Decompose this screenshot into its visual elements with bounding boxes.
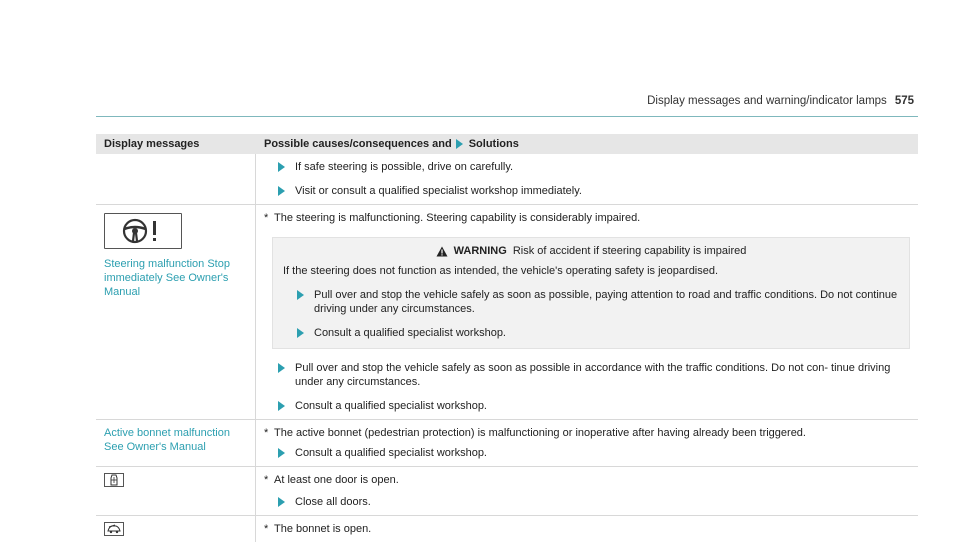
header-rule: [96, 116, 918, 117]
cause-star: *: [264, 212, 269, 224]
row-causes: [256, 205, 918, 419]
table-row: [96, 205, 918, 420]
row-solutions: [256, 154, 918, 204]
row-message-empty: [96, 154, 256, 204]
cause-text: [264, 522, 910, 536]
page-header-title: Display messages and warning/indicator lamps: [647, 95, 887, 107]
step-text: Visit or consult a qualified specialist workshop immediately.: [295, 185, 582, 197]
steering-malfunction-icon: [104, 213, 182, 249]
warning-step: [297, 326, 899, 340]
warning-heading: [283, 244, 899, 258]
page-number: 575: [894, 95, 914, 107]
cause-text: [264, 426, 910, 440]
solution-arrow-icon: [278, 162, 285, 172]
table-row: [96, 467, 918, 516]
warning-label: WARNING: [453, 245, 507, 257]
solution-step: [278, 446, 910, 460]
cause-body: The steering is malfunctioning. Steering capability is considerably impaired.: [274, 212, 641, 224]
cause-star: *: [264, 523, 269, 535]
col-header-causes-label: Possible causes/consequences and: [264, 138, 452, 150]
solution-step: [278, 184, 910, 198]
page-header: [647, 95, 914, 107]
solution-arrow-icon: [278, 448, 285, 458]
solution-arrow-icon: [297, 328, 304, 338]
solution-step: [278, 495, 910, 509]
cause-text: [264, 473, 910, 487]
cause-body: The bonnet is open.: [274, 523, 372, 535]
solution-arrow-icon: [297, 290, 304, 300]
solution-arrow-icon: [278, 497, 285, 507]
cause-body: The active bonnet (pedestrian protection) is malfunctioning or inoperative after having already been triggered.: [274, 427, 806, 439]
row-message: [96, 467, 256, 515]
display-message-text: Active bonnet malfunction See Owner's Manual: [104, 427, 230, 453]
warning-title: Risk of accident if steering capability is impaired: [512, 245, 747, 257]
cause-text: [264, 211, 910, 225]
table-row: [96, 420, 918, 467]
row-causes: [256, 516, 918, 542]
row-message: [96, 420, 256, 466]
step-text: Close all doors.: [295, 496, 371, 508]
col-header-solutions-label: Solutions: [468, 138, 519, 150]
solution-arrow-icon: [456, 139, 463, 149]
warning-box: [272, 237, 910, 349]
row-message: [96, 205, 256, 419]
solution-step: [278, 160, 910, 174]
cause-body: At least one door is open.: [274, 474, 399, 486]
solution-step: [278, 399, 910, 413]
col-header-display-messages: Display messages: [104, 138, 200, 150]
table-row: [96, 516, 918, 542]
cause-star: *: [264, 427, 269, 439]
solution-arrow-icon: [278, 186, 285, 196]
warning-step: [297, 288, 899, 316]
door-open-icon: [104, 473, 124, 487]
warning-text: If the steering does not function as intended, the vehicle's operating safety is jeopardised.: [283, 265, 719, 277]
row-causes: [256, 467, 918, 515]
col-header-causes: [256, 137, 918, 151]
table-row: [96, 154, 918, 205]
warning-triangle-icon: [436, 246, 448, 257]
display-message-text: Steering malfunction Stop immediately See Owner's Manual: [104, 258, 230, 298]
step-text: Pull over and stop the vehicle safely as soon as possible, paying attention to road and traffic conditions. Do not continue driving under any circumstances.: [314, 289, 898, 315]
solution-arrow-icon: [278, 363, 285, 373]
display-messages-table: [96, 134, 918, 542]
step-text: Pull over and stop the vehicle safely as soon as possible in accordance with the traffic conditions. Do not con- tinue driving under any circumstances.: [295, 362, 891, 388]
step-text: If safe steering is possible, drive on carefully.: [295, 161, 514, 173]
solution-arrow-icon: [278, 401, 285, 411]
cause-star: *: [264, 474, 269, 486]
solution-step: [278, 361, 910, 389]
step-text: Consult a qualified specialist workshop.: [314, 327, 506, 339]
bonnet-open-icon: [104, 522, 124, 536]
row-causes: [256, 420, 918, 466]
table-header: [96, 134, 918, 154]
step-text: Consult a qualified specialist workshop.: [295, 400, 487, 412]
row-message: [96, 516, 256, 542]
step-text: Consult a qualified specialist workshop.: [295, 447, 487, 459]
